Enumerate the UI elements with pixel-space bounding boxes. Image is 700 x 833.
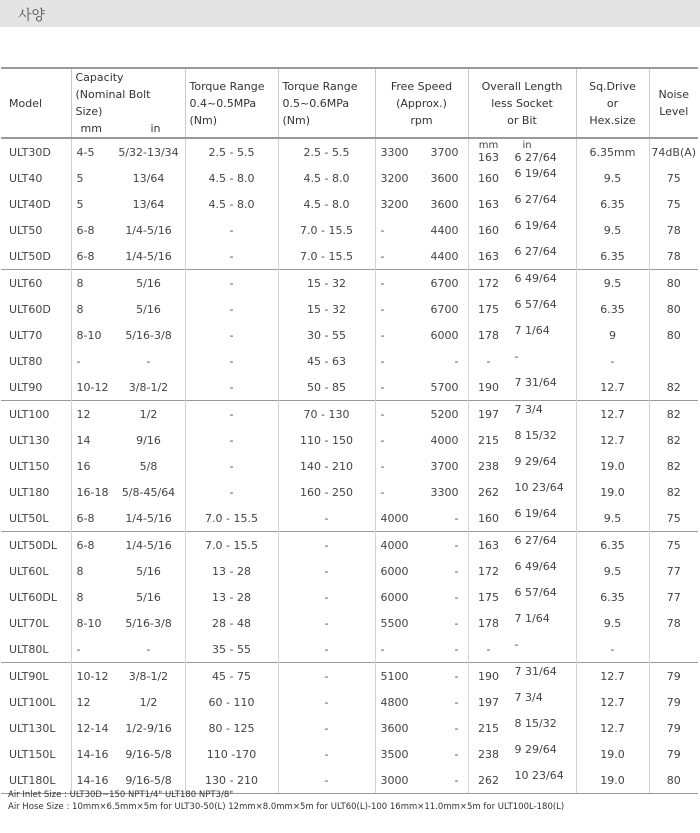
speed-cell: - 6000 bbox=[375, 322, 468, 348]
section-header bbox=[0, 0, 700, 27]
table-row bbox=[1, 505, 698, 532]
model-cell: ULT50 bbox=[9, 223, 43, 237]
capacity-cell: 10-12 3/8-1/2 bbox=[71, 374, 185, 401]
capacity-cell: 4-5 5/32-13/34 bbox=[71, 138, 185, 165]
noise-cell: 79 bbox=[649, 663, 698, 690]
table-row bbox=[1, 532, 698, 559]
model-cell: ULT40 bbox=[9, 171, 43, 185]
length-cell: 172 6 49/64 bbox=[468, 558, 576, 584]
drive-cell: - bbox=[576, 636, 649, 663]
length-cell: 262 10 23/64 bbox=[468, 767, 576, 794]
noise-cell bbox=[649, 636, 698, 663]
length-cell: 163 6 27/64 bbox=[468, 532, 576, 559]
drive-cell: 6.35 bbox=[576, 243, 649, 270]
torque-low-cell: 60 - 110 bbox=[185, 689, 278, 715]
torque-low-cell: - bbox=[185, 401, 278, 428]
table-row bbox=[1, 217, 698, 243]
torque-high-cell: 160 - 250 bbox=[278, 479, 375, 505]
table-row bbox=[1, 348, 698, 374]
model-cell: ULT50DL bbox=[1, 532, 71, 559]
table-row bbox=[1, 558, 698, 584]
drive-cell: 19.0 bbox=[576, 479, 649, 505]
capacity-cell: 16-18 5/8-45/64 bbox=[71, 479, 185, 505]
drive-cell: 12.7 bbox=[576, 715, 649, 741]
length-cell: 160 6 19/64 bbox=[468, 217, 576, 243]
speed-cell: - 4400 bbox=[375, 243, 468, 270]
model-cell: ULT70L bbox=[9, 616, 49, 630]
torque-high-cell: 4.5 - 8.0 bbox=[278, 165, 375, 191]
drive-cell: 9 bbox=[576, 322, 649, 348]
torque-low-cell: 7.0 - 15.5 bbox=[185, 532, 278, 559]
drive-cell: 6.35 bbox=[576, 191, 649, 217]
noise-cell: 80 bbox=[649, 767, 698, 794]
torque-high-cell: - bbox=[278, 741, 375, 767]
capacity-cell: 6-8 1/4-5/16 bbox=[71, 217, 185, 243]
table-row bbox=[1, 191, 698, 217]
torque-high-cell: - bbox=[278, 689, 375, 715]
noise-cell: 82 bbox=[649, 374, 698, 401]
model-cell: ULT130 bbox=[9, 433, 50, 447]
model-cell: ULT100 bbox=[1, 401, 71, 428]
length-cell: 175 6 57/64 bbox=[468, 584, 576, 610]
air-inlet-note: Air Inlet Size : ULT30D~150 NPT1/4" ULT180 NPT3/8" bbox=[8, 790, 234, 800]
footnotes bbox=[8, 789, 564, 813]
speed-cell: 5100 - bbox=[375, 663, 468, 690]
col-torque-high: Torque Range 0.5~0.6MPa (Nm) bbox=[278, 68, 375, 138]
noise-cell: 78 bbox=[649, 610, 698, 636]
noise-cell: 75 bbox=[649, 191, 698, 217]
length-cell: 163 6 27/64 bbox=[468, 191, 576, 217]
capacity-cell: 14-16 9/16-5/8 bbox=[71, 767, 185, 794]
model-cell: ULT150L bbox=[9, 747, 56, 761]
drive-cell: 6.35 bbox=[576, 296, 649, 322]
capacity-cell: 16 5/8 bbox=[71, 453, 185, 479]
model-cell: ULT60D bbox=[9, 302, 51, 316]
torque-high-cell: 7.0 - 15.5 bbox=[278, 243, 375, 270]
model-cell: ULT50L bbox=[9, 511, 49, 525]
length-cell: 197 7 3/4 bbox=[468, 689, 576, 715]
drive-cell: 9.5 bbox=[576, 505, 649, 532]
table-row bbox=[1, 296, 698, 322]
noise-cell: 78 bbox=[649, 243, 698, 270]
length-cell: 197 7 3/4 bbox=[468, 401, 576, 428]
speed-cell: - - bbox=[375, 636, 468, 663]
table-row bbox=[1, 427, 698, 453]
capacity-cell: 12 1/2 bbox=[71, 401, 185, 428]
capacity-cell: 12 1/2 bbox=[71, 689, 185, 715]
table-row bbox=[1, 741, 698, 767]
drive-cell: 6.35 bbox=[576, 584, 649, 610]
noise-cell: 82 bbox=[649, 401, 698, 428]
col-model: Model bbox=[1, 68, 71, 138]
speed-cell: - 4400 bbox=[375, 217, 468, 243]
drive-cell: - bbox=[576, 348, 649, 374]
col-torque-low: Torque Range 0.4~0.5MPa (Nm) bbox=[185, 68, 278, 138]
capacity-cell: 8-10 5/16-3/8 bbox=[71, 322, 185, 348]
torque-high-cell: - bbox=[278, 505, 375, 532]
drive-cell: 12.7 bbox=[576, 663, 649, 690]
drive-cell: 19.0 bbox=[576, 767, 649, 794]
speed-cell: - 3700 bbox=[375, 453, 468, 479]
torque-high-cell: - bbox=[278, 767, 375, 794]
speed-cell: 3200 3600 bbox=[375, 165, 468, 191]
torque-low-cell: 130 - 210 bbox=[185, 767, 278, 794]
noise-cell: 79 bbox=[649, 689, 698, 715]
noise-cell: 77 bbox=[649, 558, 698, 584]
torque-high-cell: 30 - 55 bbox=[278, 322, 375, 348]
speed-cell: 4800 - bbox=[375, 689, 468, 715]
drive-cell: 19.0 bbox=[576, 453, 649, 479]
speed-cell: - 5700 bbox=[375, 374, 468, 401]
torque-low-cell: 110 -170 bbox=[185, 741, 278, 767]
torque-high-cell: - bbox=[278, 663, 375, 690]
speed-cell: 4000 - bbox=[375, 505, 468, 532]
speed-cell: - 6700 bbox=[375, 296, 468, 322]
section-title: 사양 bbox=[18, 8, 46, 24]
torque-low-cell: 35 - 55 bbox=[185, 636, 278, 663]
model-cell: ULT80 bbox=[9, 354, 43, 368]
noise-cell: 80 bbox=[649, 296, 698, 322]
table-row bbox=[1, 243, 698, 270]
speed-cell: - 4000 bbox=[375, 427, 468, 453]
length-cell: 160 6 19/64 bbox=[468, 505, 576, 532]
torque-high-cell: 15 - 32 bbox=[278, 270, 375, 297]
speed-cell: 3200 3600 bbox=[375, 191, 468, 217]
drive-cell: 6.35 bbox=[576, 532, 649, 559]
table-row bbox=[1, 715, 698, 741]
noise-cell: 80 bbox=[649, 270, 698, 297]
length-cell: 238 9 29/64 bbox=[468, 453, 576, 479]
speed-cell: 6000 - bbox=[375, 584, 468, 610]
speed-cell: 3600 - bbox=[375, 715, 468, 741]
model-cell: ULT60DL bbox=[9, 590, 57, 604]
torque-low-cell: 45 - 75 bbox=[185, 663, 278, 690]
drive-cell: 9.5 bbox=[576, 558, 649, 584]
torque-high-cell: 45 - 63 bbox=[278, 348, 375, 374]
length-cell: 215 8 15/32 bbox=[468, 427, 576, 453]
noise-cell: 75 bbox=[649, 505, 698, 532]
length-cell: 190 7 31/64 bbox=[468, 374, 576, 401]
model-cell: ULT70 bbox=[9, 328, 43, 342]
torque-high-cell: 140 - 210 bbox=[278, 453, 375, 479]
torque-low-cell: 4.5 - 8.0 bbox=[185, 191, 278, 217]
capacity-cell: 5 13/64 bbox=[71, 191, 185, 217]
noise-cell: 82 bbox=[649, 453, 698, 479]
torque-high-cell: 7.0 - 15.5 bbox=[278, 217, 375, 243]
torque-low-cell: 28 - 48 bbox=[185, 610, 278, 636]
table-row bbox=[1, 610, 698, 636]
table-row bbox=[1, 689, 698, 715]
speed-cell: 5500 - bbox=[375, 610, 468, 636]
speed-cell: 3500 - bbox=[375, 741, 468, 767]
noise-cell: 79 bbox=[649, 715, 698, 741]
table-row bbox=[1, 401, 698, 428]
table-row bbox=[1, 165, 698, 191]
table-row bbox=[1, 322, 698, 348]
table-row bbox=[1, 584, 698, 610]
torque-high-cell: 110 - 150 bbox=[278, 427, 375, 453]
model-cell: ULT50D bbox=[9, 249, 51, 263]
model-cell: ULT180 bbox=[9, 485, 50, 499]
length-cell: mm in 163 6 27/64 bbox=[468, 138, 576, 165]
length-cell: - - bbox=[468, 348, 576, 374]
capacity-cell: - - bbox=[71, 636, 185, 663]
model-cell: ULT180L bbox=[1, 767, 71, 794]
length-cell: 238 9 29/64 bbox=[468, 741, 576, 767]
table-row bbox=[1, 479, 698, 505]
noise-cell: 74dB(A) bbox=[649, 138, 698, 165]
length-cell: 178 7 1/64 bbox=[468, 322, 576, 348]
noise-cell: 80 bbox=[649, 322, 698, 348]
noise-cell: 75 bbox=[649, 165, 698, 191]
drive-cell: 9.5 bbox=[576, 165, 649, 191]
air-hose-note: Air Hose Size : 10mm×6.5mm×5m for ULT30-50(L) 12mm×8.0mm×5m for ULT60(L)-100 16mm×11.0mm×5m for ULT100L-180(L) bbox=[8, 802, 565, 812]
torque-high-cell: - bbox=[278, 584, 375, 610]
torque-high-cell: - bbox=[278, 558, 375, 584]
torque-low-cell: - bbox=[185, 243, 278, 270]
torque-high-cell: 2.5 - 5.5 bbox=[278, 138, 375, 165]
capacity-cell: 10-12 3/8-1/2 bbox=[71, 663, 185, 690]
torque-low-cell: - bbox=[185, 296, 278, 322]
table-row bbox=[1, 636, 698, 663]
model-cell: ULT80L bbox=[9, 642, 49, 656]
torque-low-cell: 80 - 125 bbox=[185, 715, 278, 741]
torque-high-cell: 70 - 130 bbox=[278, 401, 375, 428]
model-cell: ULT90L bbox=[1, 663, 71, 690]
capacity-cell: 8 5/16 bbox=[71, 270, 185, 297]
speed-cell: - - bbox=[375, 348, 468, 374]
capacity-cell: 5 13/64 bbox=[71, 165, 185, 191]
col-drive: Sq.Drive or Hex.size bbox=[576, 68, 649, 138]
noise-cell bbox=[649, 348, 698, 374]
model-cell: ULT130L bbox=[9, 721, 56, 735]
speed-cell: - 6700 bbox=[375, 270, 468, 297]
col-noise: Noise Level bbox=[649, 68, 698, 138]
length-cell: 190 7 31/64 bbox=[468, 663, 576, 690]
torque-high-cell: - bbox=[278, 715, 375, 741]
model-cell: ULT90 bbox=[9, 380, 43, 394]
torque-high-cell: 4.5 - 8.0 bbox=[278, 191, 375, 217]
table-row bbox=[1, 374, 698, 401]
length-cell: 262 10 23/64 bbox=[468, 479, 576, 505]
torque-low-cell: - bbox=[185, 322, 278, 348]
length-cell: - - bbox=[468, 636, 576, 663]
torque-high-cell: - bbox=[278, 636, 375, 663]
torque-low-cell: - bbox=[185, 427, 278, 453]
drive-cell: 9.5 bbox=[576, 270, 649, 297]
model-cell: ULT60L bbox=[9, 564, 49, 578]
model-cell: ULT150 bbox=[9, 459, 50, 473]
noise-cell: 82 bbox=[649, 427, 698, 453]
speed-cell: 3000 - bbox=[375, 767, 468, 794]
table-row bbox=[1, 453, 698, 479]
col-free-speed: Free Speed (Approx.) rpm bbox=[375, 68, 468, 138]
length-cell: 172 6 49/64 bbox=[468, 270, 576, 297]
capacity-cell: 6-8 1/4-5/16 bbox=[71, 505, 185, 532]
noise-cell: 79 bbox=[649, 741, 698, 767]
speed-cell: - 5200 bbox=[375, 401, 468, 428]
length-cell: 215 8 15/32 bbox=[468, 715, 576, 741]
torque-low-cell: - bbox=[185, 348, 278, 374]
torque-low-cell: 7.0 - 15.5 bbox=[185, 505, 278, 532]
torque-low-cell: - bbox=[185, 270, 278, 297]
drive-cell: 9.5 bbox=[576, 610, 649, 636]
torque-low-cell: - bbox=[185, 217, 278, 243]
capacity-cell: 14-16 9/16-5/8 bbox=[71, 741, 185, 767]
capacity-cell: 8 5/16 bbox=[71, 296, 185, 322]
torque-low-cell: 2.5 - 5.5 bbox=[185, 138, 278, 165]
torque-high-cell: 15 - 32 bbox=[278, 296, 375, 322]
torque-low-cell: - bbox=[185, 479, 278, 505]
capacity-cell: 8-10 5/16-3/8 bbox=[71, 610, 185, 636]
model-cell: ULT40D bbox=[9, 197, 51, 211]
torque-low-cell: 13 - 28 bbox=[185, 558, 278, 584]
drive-cell: 6.35mm bbox=[576, 138, 649, 165]
drive-cell: 9.5 bbox=[576, 217, 649, 243]
speed-cell: 3300 3700 bbox=[375, 138, 468, 165]
drive-cell: 12.7 bbox=[576, 401, 649, 428]
capacity-cell: 8 5/16 bbox=[71, 558, 185, 584]
table-row bbox=[1, 138, 698, 165]
drive-cell: 12.7 bbox=[576, 374, 649, 401]
noise-cell: 77 bbox=[649, 584, 698, 610]
capacity-cell: 6-8 1/4-5/16 bbox=[71, 243, 185, 270]
torque-low-cell: 4.5 - 8.0 bbox=[185, 165, 278, 191]
model-cell: ULT30D bbox=[9, 145, 51, 159]
col-overall-length: Overall Length less Socket or Bit bbox=[468, 68, 576, 138]
table-body bbox=[1, 138, 698, 794]
capacity-cell: 14 9/16 bbox=[71, 427, 185, 453]
model-cell: ULT60 bbox=[1, 270, 71, 297]
torque-high-cell: - bbox=[278, 610, 375, 636]
speed-cell: 4000 - bbox=[375, 532, 468, 559]
drive-cell: 12.7 bbox=[576, 427, 649, 453]
col-capacity: Capacity (Nominal Bolt Size) mm in bbox=[71, 68, 185, 138]
capacity-cell: 12-14 1/2-9/16 bbox=[71, 715, 185, 741]
model-cell: ULT100L bbox=[9, 695, 56, 709]
capacity-cell: - - bbox=[71, 348, 185, 374]
noise-cell: 82 bbox=[649, 479, 698, 505]
table-row bbox=[1, 663, 698, 690]
table-header-row bbox=[1, 68, 698, 138]
noise-cell: 75 bbox=[649, 532, 698, 559]
length-cell: 163 6 27/64 bbox=[468, 243, 576, 270]
torque-high-cell: - bbox=[278, 532, 375, 559]
drive-cell: 12.7 bbox=[576, 689, 649, 715]
noise-cell: 78 bbox=[649, 217, 698, 243]
capacity-cell: 6-8 1/4-5/16 bbox=[71, 532, 185, 559]
torque-low-cell: - bbox=[185, 453, 278, 479]
speed-cell: - 3300 bbox=[375, 479, 468, 505]
length-cell: 178 7 1/64 bbox=[468, 610, 576, 636]
torque-low-cell: 13 - 28 bbox=[185, 584, 278, 610]
speed-cell: 6000 - bbox=[375, 558, 468, 584]
length-cell: 160 6 19/64 bbox=[468, 165, 576, 191]
torque-low-cell: - bbox=[185, 374, 278, 401]
torque-high-cell: 50 - 85 bbox=[278, 374, 375, 401]
drive-cell: 19.0 bbox=[576, 741, 649, 767]
spec-table bbox=[1, 67, 698, 794]
length-cell: 175 6 57/64 bbox=[468, 296, 576, 322]
table-row bbox=[1, 270, 698, 297]
capacity-cell: 8 5/16 bbox=[71, 584, 185, 610]
